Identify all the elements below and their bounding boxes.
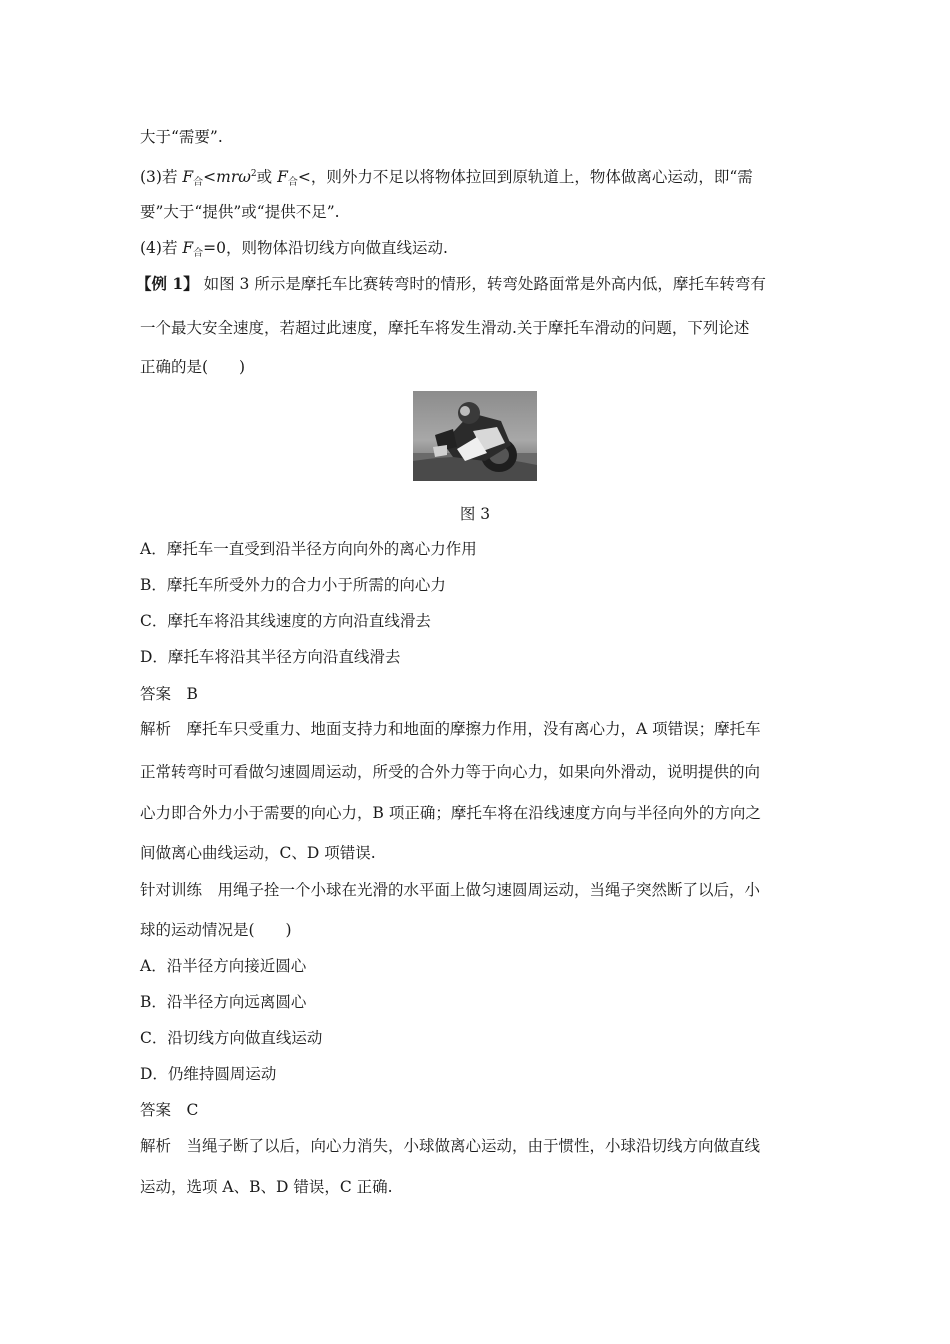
motorcycle-photo [413,391,537,481]
example-1-option-c: C．摩托车将沿其线速度的方向沿直线滑去 [140,612,431,630]
example-1-option-a: A．摩托车一直受到沿半径方向向外的离心力作用 [140,540,477,558]
training-option-a: A．沿半径方向接近圆心 [140,957,307,975]
force-symbol-2: F [277,168,288,186]
training-option-d: D．仍维持圆周运动 [140,1065,277,1083]
force-subscript: 合 [193,177,204,188]
force-subscript-3: 合 [193,248,204,259]
condition-3-prefix: (3)若 [140,168,183,186]
condition-3-rest: ，则外力不足以将物体拉回到原轨道上，物体做离心运动，即“需 [310,168,753,186]
condition-3-continuation: 要”大于“提供”或“提供不足”. [140,203,340,221]
force-symbol: F [182,168,194,186]
training-line-2: 球的运动情况是( ) [140,921,292,939]
example-1-option-d: D．摩托车将沿其半径方向沿直线滑去 [140,648,401,666]
training-analysis-line-2: 运动，选项 A、B、D 错误，C 正确. [140,1178,393,1196]
example-1-analysis-line-2: 正常转弯时可看做匀速圆周运动，所受的合外力等于向心力，如果向外滑动，说明提供的向 [140,763,761,781]
training-line-1: 针对训练 用绳子拴一个小球在光滑的水平面上做匀速圆周运动，当绳子突然断了以后，小 [140,881,761,899]
example-1-analysis-line-3: 心力即合外力小于需要的向心力，B 项正确；摩托车将在沿线速度方向与半径向外的方向之 [140,804,761,822]
example-1-line-1 [136,274,816,294]
motorcycle-photo-image [413,391,537,481]
force-subscript-2: 合 [287,177,298,188]
example-1-analysis-line-4: 间做离心曲线运动，C、D 项错误. [140,844,376,862]
force-symbol-3: F [182,239,194,257]
less-than: < [203,168,217,186]
less-than-2: < [297,168,311,186]
or-word: 或 [256,168,278,186]
condition-4-prefix: (4)若 [140,239,183,257]
omega-symbol: ω [238,168,251,186]
condition-4-line [140,238,820,264]
example-1-text: 如图 3 所示是摩托车比赛转弯时的情形，转弯处路面常是外高内低，摩托车转弯有 [198,275,766,293]
square-superscript: 2 [250,169,257,179]
condition-3-line [140,164,820,193]
training-option-b: B．沿半径方向远离圆心 [140,993,307,1011]
example-1-option-b: B．摩托车所受外力的合力小于所需的向心力 [140,576,446,594]
condition-4-rest: =0，则物体沿切线方向做直线运动. [203,239,448,257]
mr-symbol: mr [216,168,239,186]
intro-line-1: 大于“需要”. [140,128,223,146]
example-1-answer: 答案 B [140,685,198,703]
training-analysis-line-1: 解析 当绳子断了以后，向心力消失，小球做离心运动，由于惯性，小球沿切线方向做直线 [140,1137,761,1155]
example-1-tag: 【例 1】 [136,274,199,293]
training-option-c: C．沿切线方向做直线运动 [140,1029,323,1047]
example-1-analysis-line-1: 解析 摩托车只受重力、地面支持力和地面的摩擦力作用，没有离心力，A 项错误；摩托车 [140,720,761,738]
figure-caption: 图 3 [459,505,491,523]
example-1-line-2: 一个最大安全速度，若超过此速度，摩托车将发生滑动.关于摩托车滑动的问题，下列论述 [140,319,750,337]
training-answer: 答案 C [140,1101,199,1119]
example-1-line-3: 正确的是( ) [140,358,246,376]
